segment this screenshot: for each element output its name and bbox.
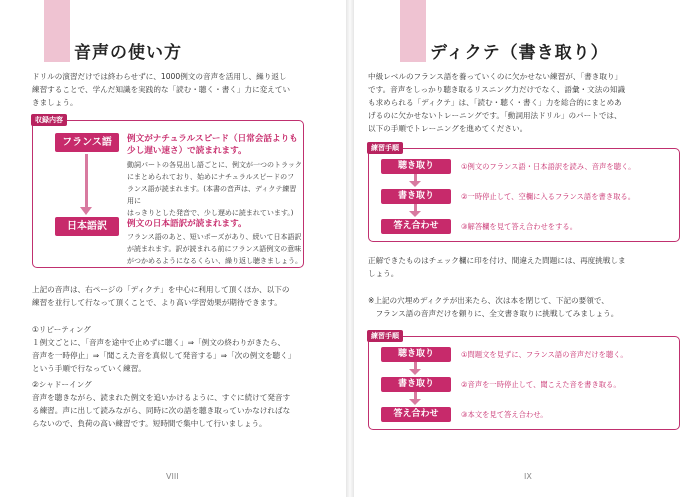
step-arrow-head (409, 399, 421, 405)
page-tab-marker (400, 0, 426, 62)
flow-arrow-line (85, 154, 88, 208)
step-check: 答え合わせ (381, 219, 451, 234)
japanese-description: フランス語のあと、短いポーズがあり、続いて日本語訳 が読まれます。訳が読まれる前にフランス語例文の意味 がつかめるようになるくらい、繰り返し聴きましょう。 (127, 233, 302, 265)
page-title-right: ディクテ（書き取り） (430, 38, 609, 63)
page-number-right: IX (524, 472, 532, 481)
french-description: 動詞パートの各見出し語ごとに、例文が一つのトラック にまとめられており、始めにナチュラルスピードのフ ランス語が読まれます。(本書の音声は、ディクテ練習用に はっきりとした発音で、少し遅めに読まれています。) (127, 161, 302, 217)
step-check-desc: ③本文を見て答え合わせ。 (461, 410, 548, 419)
step-listen: 聴き取り (381, 159, 451, 174)
step-write: 書き取り (381, 189, 451, 204)
step-arrow-head (409, 181, 421, 187)
repeating-section: ①リピーティング １例文ごとに、「音声を途中で止めずに聴く」⇒「例文の終わりがきたら、 音声を一時停止」⇒「聞こえた音を真似して発音する」⇒「次の例文を聴く」 という手順で行なっていく練習。 (32, 325, 296, 373)
page-number-left: VIII (166, 472, 179, 481)
step-arrow-head (409, 369, 421, 375)
step-write: 書き取り (381, 377, 451, 392)
right-para2: 正解できたものはチェック欄に印を付け、間違えた問題には、再度挑戦しま しょう。 (368, 256, 626, 278)
flow-arrow-head (80, 207, 92, 215)
lang-french-label: フランス語 (55, 133, 119, 152)
step-write-desc: ②音声を一時停止して、聞こえた音を書き取る。 (461, 380, 621, 389)
practice-tag: 練習手順 (367, 142, 403, 154)
right-page (354, 0, 700, 497)
step-check: 答え合わせ (381, 407, 451, 422)
lang-japanese-label: 日本語訳 (55, 217, 119, 236)
french-heading: 例文がナチュラルスピード（日常会話よりも 少し遅い速さ）で読まれます。 (127, 134, 298, 156)
left-para2: 上記の音声は、右ページの「ディクテ」を中心に利用して頂くほか、以下の 練習を並行して行なって頂くことで、より高い学習効果が期待できます。 (32, 285, 290, 307)
left-page (0, 0, 346, 497)
step-check-desc: ③解答欄を見て答え合わせをする。 (461, 222, 577, 231)
contents-box (32, 116, 304, 268)
practice-tag: 練習手順 (367, 330, 403, 342)
shadowing-section: ②シャドーイング 音声を聴きながら、読まれた例文を追いかけるように、すぐに続けて発音す る練習。声に出して読みながら、同時に次の語を聴き取っていかなければな らないので、負荷の高い練習です。短時間で集中して行いましょう。 (32, 380, 291, 428)
japanese-heading: 例文の日本語訳が読まれます。 (127, 219, 247, 229)
step-arrow-head (409, 211, 421, 217)
step-listen-desc: ①例文のフランス語・日本語訳を読み、音声を聴く。 (461, 162, 636, 171)
book-gutter (346, 0, 354, 497)
practice-steps-box-2 (368, 332, 680, 430)
page-title-left: 音声の使い方 (74, 38, 182, 63)
contents-tag: 収録内容 (31, 114, 67, 126)
page-tab-marker (44, 0, 70, 62)
left-intro: ドリルの演習だけでは終わらせずに、1000例文の音声を活用し、繰り返し 練習することで、学んだ知識を実践的な「読む・聴く・書く」力に変えてい きましょう。 (32, 72, 291, 107)
step-write-desc: ②一時停止して、空欄に入るフランス語を書き取る。 (461, 192, 636, 201)
step-listen: 聴き取り (381, 347, 451, 362)
right-note: ※上記の穴埋めディクテが出来たら、次は本を閉じて、下記の要領で、 フランス語の音声だけを頼りに、全文書き取りに挑戦してみましょう。 (368, 296, 619, 318)
right-intro: 中級レベルのフランス語を養っていくのに欠かせない練習が、「書き取り」 です。音声をしっかり聴き取るリスニング力だけでなく、語彙・文法の知識 も求められる「ディクテ」は、「読む・聴く・書く」力を総合的にまとめあ げるのに欠かせないトレーニングです。「動詞用法ドリル」のパートでは、 以下の手順でトレーニングを進めてください。 (368, 72, 626, 133)
step-listen-desc: ①問題文を見ずに、フランス語の音声だけを聴く。 (461, 350, 628, 359)
practice-steps-box-1 (368, 144, 680, 242)
